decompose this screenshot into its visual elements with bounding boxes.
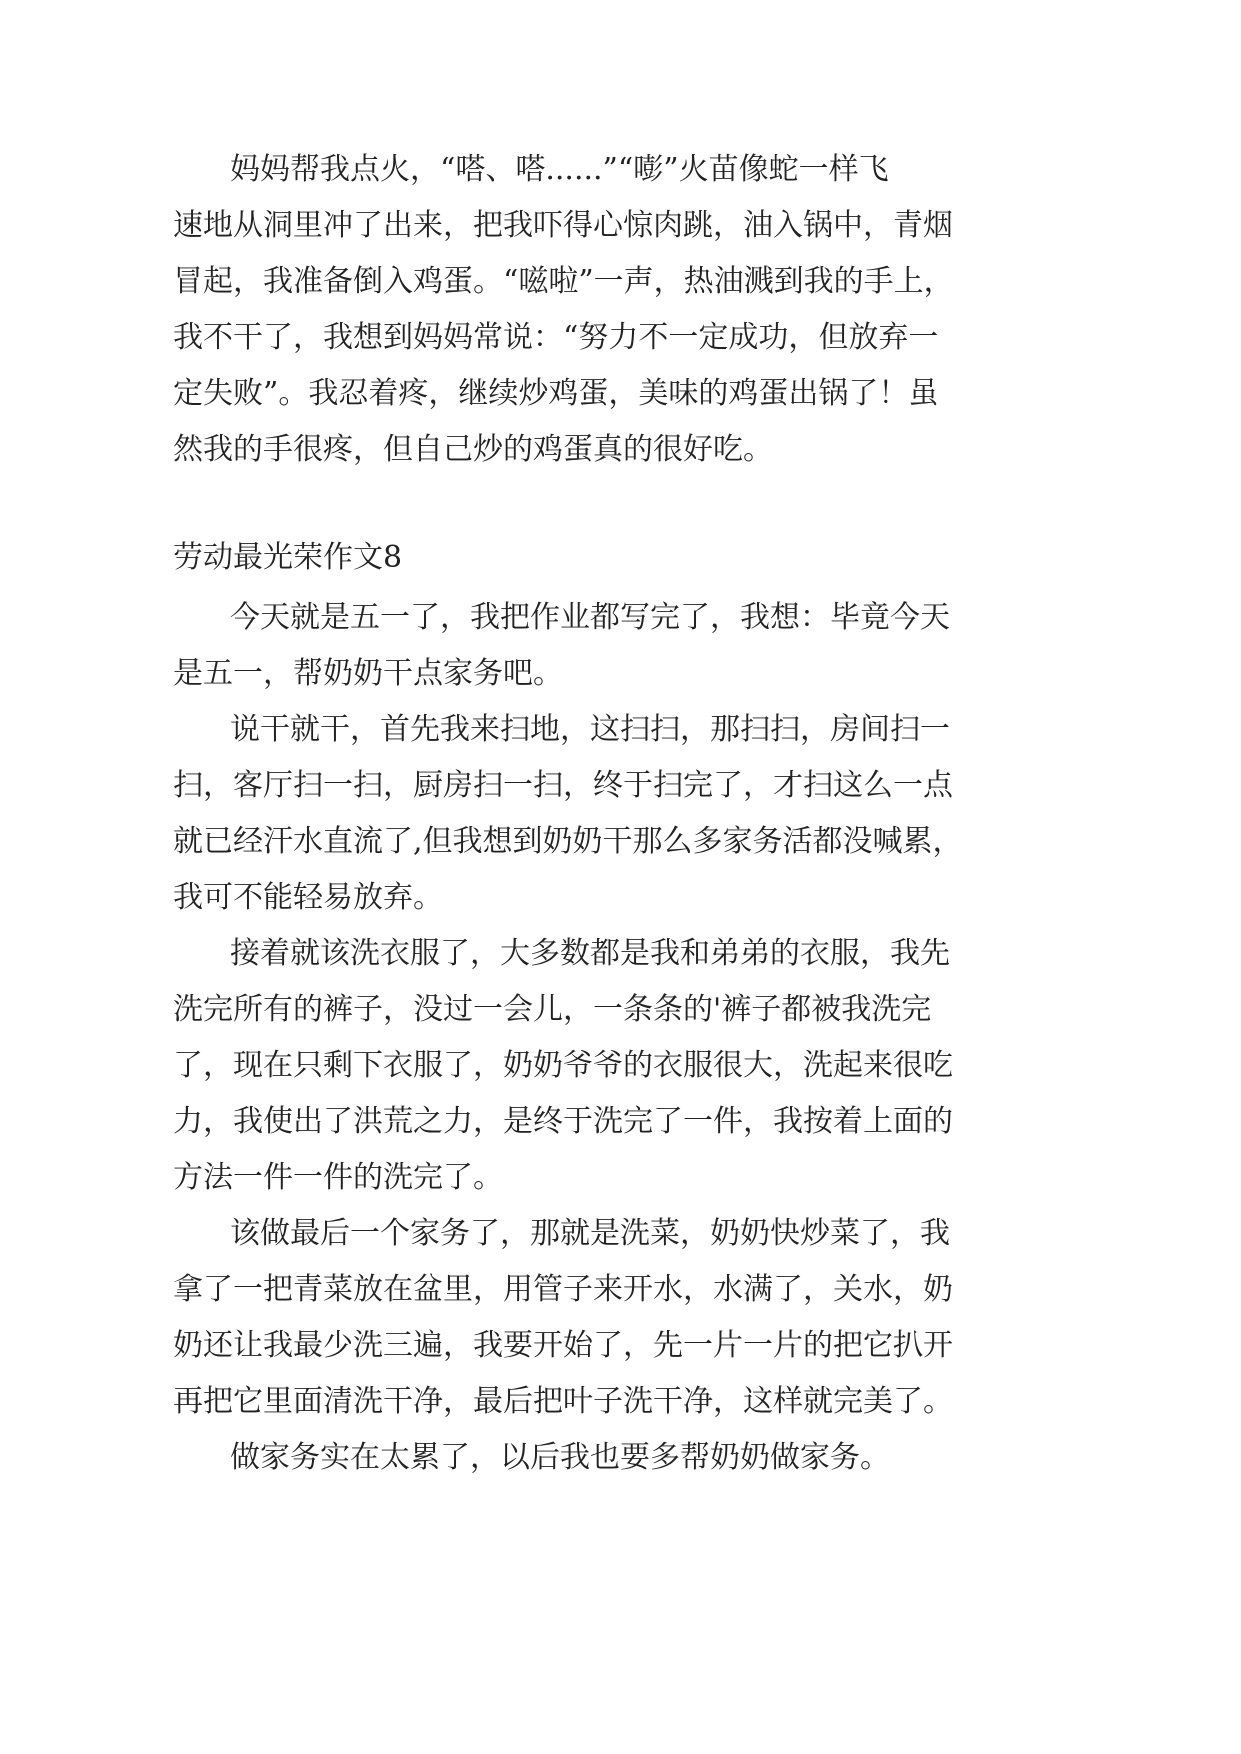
text-line: 接着就该洗衣服了，大多数都是我和弟弟的衣服，我先 (230, 936, 950, 971)
text-line: 说干就干，首先我来扫地，这扫扫，那扫扫，房间扫一 (230, 712, 950, 747)
text-line: 力，我使出了洪荒之力，是终于洗完了一件，我按着上面的 (173, 1104, 953, 1139)
text-line: 奶还让我最少洗三遍，我要开始了，先一片一片的把它扒开 (173, 1328, 953, 1363)
text-line: 妈妈帮我点火，“嗒、嗒......”“嘭”火苗像蛇一样飞 (230, 152, 889, 187)
text-line: 我不干了，我想到妈妈常说：“努力不一定成功，但放弃一 (173, 320, 939, 355)
text-line: 速地从洞里冲了出来，把我吓得心惊肉跳，油入锅中，青烟 (173, 208, 953, 243)
section-heading: 劳动最光荣作文8 (173, 540, 403, 575)
text-line: 方法一件一件的洗完了。 (173, 1160, 503, 1195)
text-line: 然我的手很疼，但自己炒的鸡蛋真的很好吃。 (173, 432, 773, 467)
text-line: 冒起，我准备倒入鸡蛋。“嗞啦”一声，热油溅到我的手上， (173, 264, 954, 299)
text-line: 洗完所有的裤子，没过一会儿，一条条的'裤子都被我洗完 (173, 992, 932, 1027)
text-line: 该做最后一个家务了，那就是洗菜，奶奶快炒菜了，我 (230, 1216, 950, 1251)
text-line: 了，现在只剩下衣服了，奶奶爷爷的衣服很大，洗起来很吃 (173, 1048, 953, 1083)
text-line: 再把它里面清洗干净，最后把叶子洗干净，这样就完美了。 (173, 1384, 953, 1419)
text-line: 做家务实在太累了，以后我也要多帮奶奶做家务。 (230, 1440, 890, 1475)
text-line: 拿了一把青菜放在盆里，用管子来开水，水满了，关水，奶 (173, 1272, 953, 1307)
text-line: 扫，客厅扫一扫，厨房扫一扫，终于扫完了，才扫这么一点 (173, 768, 953, 803)
text-line: 定失败”。我忍着疼，继续炒鸡蛋，美味的鸡蛋出锅了！虽 (173, 376, 939, 411)
text-line: 是五一，帮奶奶干点家务吧。 (173, 656, 563, 691)
text-line: 今天就是五一了，我把作业都写完了，我想：毕竟今天 (230, 600, 950, 635)
text-line: 就已经汗水直流了,但我想到奶奶干那么多家务活都没喊累， (173, 824, 963, 859)
text-line: 我可不能轻易放弃。 (173, 880, 443, 915)
